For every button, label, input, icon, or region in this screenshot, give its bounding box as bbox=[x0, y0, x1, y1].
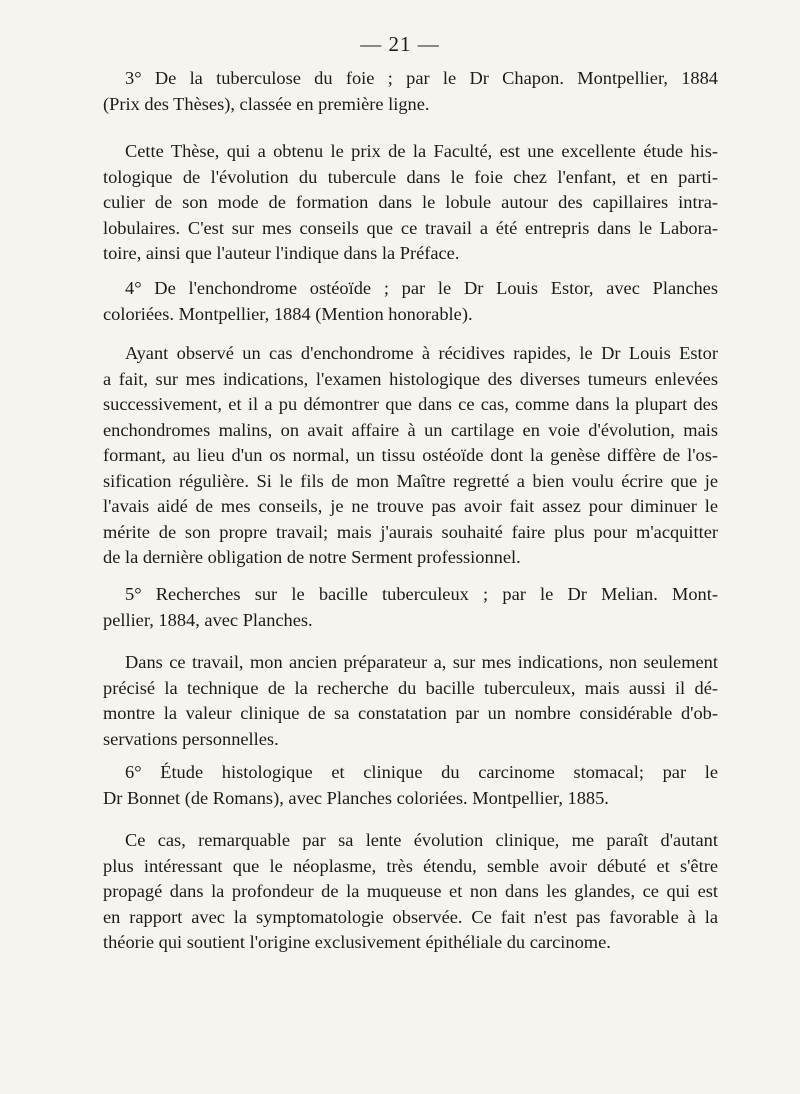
body-line: formant, au lieu d'un os normal, un tissu ostéoïde dont la genèse diffère de l'os- bbox=[103, 445, 718, 465]
body-line: tologique de l'évolution du tubercule dans le foie chez l'enfant, et en parti- bbox=[103, 166, 718, 187]
heading-line: (Prix des Thèses), classée en première ligne. bbox=[103, 93, 430, 114]
body-line: théorie qui soutient l'origine exclusivement épithéliale du carcinome. bbox=[103, 932, 611, 952]
entry-5 bbox=[103, 582, 718, 752]
body-line: a fait, sur mes indications, l'examen histologique des diverses tumeurs enlevées bbox=[103, 368, 718, 389]
entry-heading bbox=[103, 760, 718, 811]
body-line: enchondromes malins, on avait affaire à un cartilage en voie d'évolution, mais bbox=[103, 419, 718, 440]
body-line: Ayant observé un cas d'enchondrome à récidives rapides, le Dr Louis Estor bbox=[125, 343, 718, 363]
body-line: propagé dans la profondeur de la muqueuse et non dans les glandes, ce qui est bbox=[103, 881, 718, 901]
heading-line: 5° Recherches sur le bacille tuberculeux ; par le Dr Melian. Mont- bbox=[125, 584, 718, 604]
body-line: sification régulière. Si le fils de mon Maître regretté a bien voulu écrire que je bbox=[103, 470, 718, 491]
body-line: culier de son mode de formation dans le lobule autour des capillaires intra- bbox=[103, 192, 718, 212]
entry-body bbox=[103, 650, 718, 752]
body-line: toire, ainsi que l'auteur l'indique dans la Préface. bbox=[103, 243, 460, 263]
heading-line: 4° De l'enchondrome ostéoïde ; par le Dr Louis Estor, avec Planches bbox=[125, 278, 718, 298]
body-line: plus intéressant que le néoplasme, très étendu, semble avoir débuté et s'être bbox=[103, 855, 718, 876]
body-line: successivement, et il a pu démontrer que dans ce cas, comme dans la plupart des bbox=[103, 394, 718, 414]
body-line: en rapport avec la symptomatologie observée. Ce fait n'est pas favorable à la bbox=[103, 906, 718, 927]
heading-line: coloriées. Montpellier, 1884 (Mention honorable). bbox=[103, 303, 473, 324]
entry-body bbox=[103, 139, 718, 267]
body-line: Dans ce travail, mon ancien préparateur a, sur mes indications, non seulement bbox=[125, 652, 718, 672]
entry-heading bbox=[103, 582, 718, 633]
body-line: précisé la technique de la recherche du bacille tuberculeux, mais aussi il dé- bbox=[103, 677, 718, 698]
page-number: — 21 — bbox=[360, 32, 440, 56]
entry-4 bbox=[103, 276, 718, 571]
body-line: Cette Thèse, qui a obtenu le prix de la Faculté, est une excellente étude his- bbox=[125, 141, 718, 161]
body-line: montre la valeur clinique de sa constatation par un nombre considérable d'ob- bbox=[103, 703, 718, 723]
entry-body bbox=[103, 341, 718, 571]
heading-line: Dr Bonnet (de Romans), avec Planches coloriées. Montpellier, 1885. bbox=[103, 787, 609, 808]
heading-line: 3° De la tuberculose du foie ; par le Dr Chapon. Montpellier, 1884 bbox=[125, 68, 718, 88]
entry-body bbox=[103, 828, 718, 956]
body-line: lobulaires. C'est sur mes conseils que ce travail a été entrepris dans le Labora- bbox=[103, 217, 718, 238]
body-line: servations personnelles. bbox=[103, 728, 279, 749]
body-line: mérite de son propre travail; mais j'aurais souhaité faire plus pour m'acquitter bbox=[103, 521, 718, 542]
heading-line: pellier, 1884, avec Planches. bbox=[103, 609, 313, 630]
body-line: Ce cas, remarquable par sa lente évolution clinique, me paraît d'autant bbox=[125, 830, 718, 850]
body-line: l'avais aidé de mes conseils, je ne trouve pas avoir fait assez pour diminuer le bbox=[103, 496, 718, 516]
entry-heading bbox=[103, 276, 718, 327]
heading-line: 6° Étude histologique et clinique du carcinome stomacal; par le bbox=[125, 762, 718, 782]
body-line: de la dernière obligation de notre Serment professionnel. bbox=[103, 547, 521, 567]
entry-6 bbox=[103, 760, 718, 956]
entry-3 bbox=[103, 66, 718, 267]
entry-heading bbox=[103, 66, 718, 117]
